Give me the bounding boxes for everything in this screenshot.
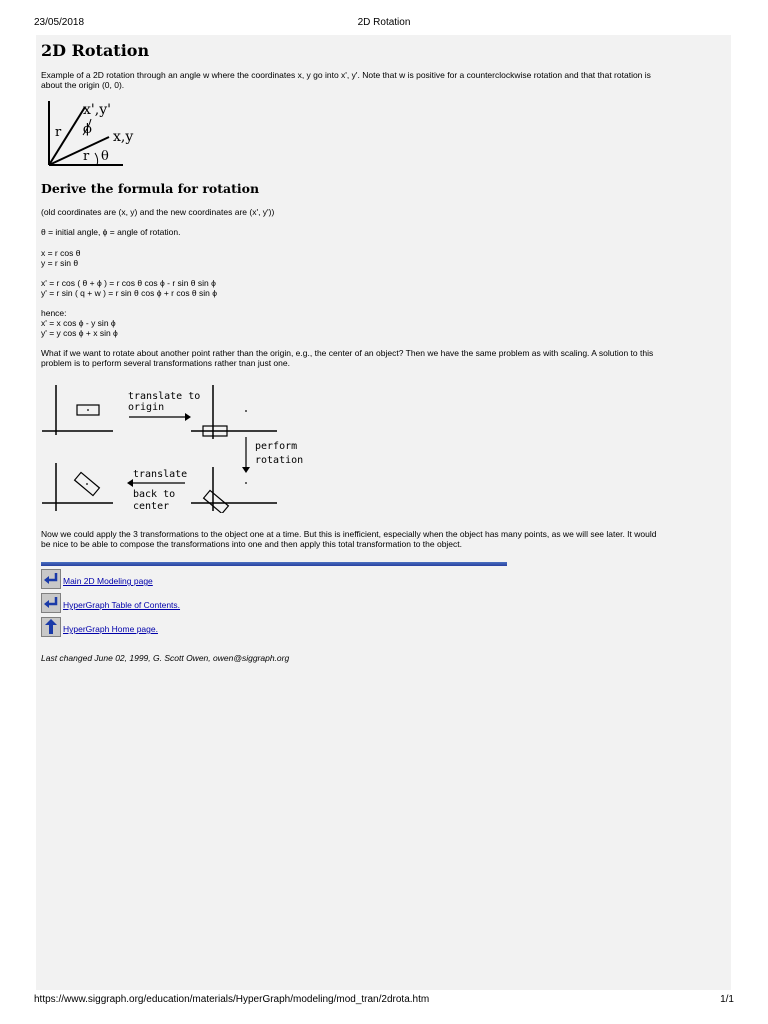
print-title: 2D Rotation	[357, 17, 411, 28]
label-xy: x,y	[113, 129, 134, 145]
formula-x: x = r cos θ	[41, 248, 81, 258]
label-r-upper: r	[55, 125, 62, 140]
page-content	[36, 35, 731, 990]
transform-sequence-diagram	[41, 383, 311, 513]
derive-note: (old coordinates are (x, y) and the new coordinates are (x', y'))	[41, 207, 275, 217]
rotation-diagram	[43, 97, 153, 169]
label-r-lower: r	[83, 149, 90, 164]
formula-x-prime: x' = r cos ( θ + ϕ ) = r cos θ cos ϕ - r sin θ sin ϕ	[41, 278, 216, 288]
label-perform-rotation-2: rotation	[255, 455, 304, 466]
intro-line-1: Example of a 2D rotation through an angle w where the coordinates x, y go into x', y'. Note that w is positive for a counterclockwise rotation and that that rotation is	[41, 70, 651, 80]
hence-label: hence:	[41, 308, 67, 318]
print-footer	[34, 994, 734, 1008]
label-translate-back-2: back to	[133, 489, 176, 500]
print-url: https://www.siggraph.org/education/materials/HyperGraph/modeling/mod_tran/2drota.htm	[34, 994, 430, 1005]
link-main-2d-modeling[interactable]: Main 2D Modeling page	[63, 576, 153, 586]
print-page-number: 1/1	[720, 994, 734, 1005]
formula-y-prime-final: y' = y cos ϕ + x sin ϕ	[41, 328, 118, 338]
return-arrow-icon[interactable]	[41, 569, 61, 589]
label-perform-rotation-1: perform	[255, 441, 298, 452]
print-date: 23/05/2018	[34, 17, 85, 28]
label-theta: θ	[101, 149, 109, 164]
last-changed-footer: Last changed June 02, 1999, G. Scott Owen, owen@siggraph.org	[41, 653, 290, 663]
label-translate-to-origin-2: origin	[128, 402, 165, 413]
para3-line-2: be nice to be able to compose the transformations into one and then apply this total transformation to the object.	[41, 539, 463, 549]
para2-line-1: What if we want to rotate about another point rather than the origin, e.g., the center of an object? Then we have the same problem as with scaling. A solution to this	[41, 348, 654, 358]
label-phi: ϕ	[83, 122, 92, 137]
up-arrow-icon[interactable]	[41, 617, 61, 637]
para3-line-1: Now we could apply the 3 transformations to the object one at a time. But this is inefficient, especially when the object has many points, as we will see later. It would	[41, 529, 657, 539]
print-header	[34, 17, 734, 31]
derive-angles: θ = initial angle, ϕ = angle of rotation.	[41, 227, 181, 237]
link-hypergraph-toc[interactable]: HyperGraph Table of Contents.	[63, 600, 181, 610]
horizontal-rule	[41, 562, 507, 566]
label-translate-back-3: center	[133, 501, 170, 512]
formula-x-prime-final: x' = x cos ϕ - y sin ϕ	[41, 318, 116, 328]
para2-line-2: problem is to perform several transformations rather tnan just one.	[41, 358, 290, 368]
link-hypergraph-home[interactable]: HyperGraph Home page.	[63, 624, 158, 634]
intro-line-2: about the origin (0, 0).	[41, 80, 125, 90]
label-translate-to-origin-1: translate to	[128, 391, 201, 402]
return-arrow-icon[interactable]	[41, 593, 61, 613]
label-translate-back-1: translate	[133, 469, 188, 480]
formula-y-prime: y' = r sin ( q + w ) = r sin θ cos ϕ + r cos θ sin ϕ	[41, 288, 218, 298]
section-heading-derive: Derive the formula for rotation	[41, 181, 260, 196]
page-title: 2D Rotation	[41, 41, 150, 60]
formula-y: y = r sin θ	[41, 258, 79, 268]
label-xy-prime: x',y'	[83, 102, 111, 118]
